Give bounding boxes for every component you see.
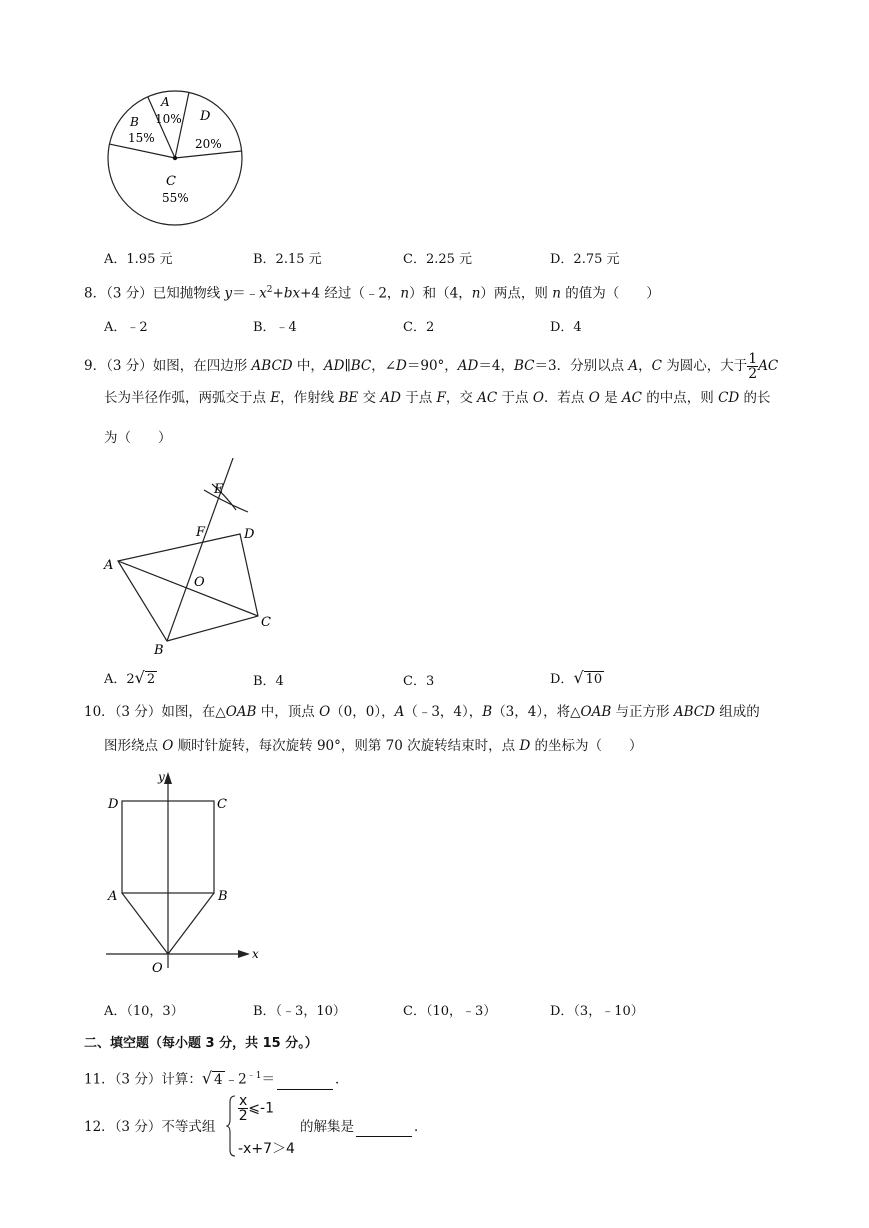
sqrt-sign: √ (573, 668, 584, 687)
q9-text: ， (638, 358, 652, 374)
q9-text: 如图，在四边形 (152, 358, 252, 374)
var: F (436, 390, 446, 406)
radicand: 10 (585, 672, 603, 687)
pie-slice-label-b: B (130, 115, 139, 129)
section-title: 二、填空题（每小题 3 分，共 15 分。） (84, 1036, 318, 1051)
q7-option-a[interactable]: A．1.95 元 (104, 252, 173, 267)
q10-text: （0，0）， (330, 704, 395, 720)
var: CD (718, 390, 740, 406)
point-label-b: B (154, 643, 164, 658)
inequality-1 (238, 1094, 274, 1123)
point-label-e: E (214, 482, 224, 497)
y-axis-arrow-icon (164, 772, 172, 784)
var: A (394, 704, 405, 720)
q9-option-c[interactable]: C．3 (403, 674, 435, 689)
axis-label-y: y (158, 770, 165, 784)
answer-blank[interactable] (277, 1075, 333, 1090)
q10-stem-line1 (84, 702, 760, 722)
var: BE (338, 390, 359, 406)
q9-number: 9． (84, 358, 107, 374)
q8-text: ）两点，则 (480, 285, 553, 302)
point-label-b: B (218, 889, 228, 904)
q10-option-c[interactable]: C．（10，﹣3） (403, 1004, 497, 1019)
quadrilateral-abcd (118, 534, 258, 641)
q11-number: 11． (84, 1071, 115, 1088)
pie-center-dot (173, 156, 177, 160)
arc-near-e (204, 490, 248, 512)
exponent: ﹣1 (246, 1071, 262, 1081)
q12-stem-suffix (300, 1117, 428, 1137)
point-label-d: D (244, 527, 255, 542)
fraction-numerator: x (239, 1093, 248, 1109)
exponent: 2 (266, 285, 273, 295)
pie-slice-value-d: 20% (195, 137, 222, 151)
q10-number: 10． (84, 704, 115, 720)
q12-stem-prefix (84, 1117, 215, 1137)
q9-text: 长为半径作弧，两弧交于点 (104, 390, 271, 406)
q9-text: 的中点，则 (642, 390, 719, 406)
q10-text: 图形绕点 (104, 738, 163, 754)
var: C (651, 358, 662, 374)
pie-slice-label-d: D (200, 109, 211, 124)
x-axis-arrow-icon (238, 950, 250, 958)
pie-divider-b (109, 144, 175, 158)
q9-text: ．若点 (543, 390, 589, 406)
q8-text: + (272, 285, 284, 302)
q9-text: ＝3．分别以点 (534, 358, 629, 374)
q9-option-b[interactable]: B．4 (253, 674, 284, 689)
radicand: 4 (214, 1071, 223, 1088)
q8-text: 已知抛物线 (152, 285, 225, 302)
q9-option-a[interactable] (104, 668, 157, 688)
q9-text: 于点 (497, 390, 533, 406)
var: AC (758, 358, 779, 374)
fraction-denominator: 2 (238, 1108, 248, 1124)
q8-text: ）和（4， (409, 285, 472, 302)
pie-slice-label-c: C (166, 174, 176, 189)
q12-text: 的解集是 (300, 1119, 354, 1135)
pie-divider-c (175, 151, 242, 158)
q10-stem-line2 (104, 736, 643, 756)
var: AC (621, 390, 642, 406)
point-label-f: F (196, 525, 206, 540)
var-n: n (552, 285, 561, 302)
q9-text: ，∠ (371, 358, 397, 374)
pie-slice-value-b: 15% (128, 131, 155, 145)
q10-text: 顺时针旋转，每次旋转 90°，则第 70 次旋转结束时，点 (173, 738, 520, 754)
point-label-o: O (194, 575, 205, 590)
var: O (588, 390, 600, 406)
q9-text: 的长 (739, 390, 771, 406)
system-brace-icon (226, 1094, 236, 1158)
var: A (628, 358, 639, 374)
sqrt-sign: √ (201, 1068, 213, 1088)
q9-text: ＝90°， (406, 358, 458, 374)
axis-label-x: x (252, 947, 259, 961)
q10-text: （﹣3，4）， (404, 704, 483, 720)
diagonal-ac (118, 561, 258, 616)
q10-option-b[interactable]: B．（﹣3，10） (253, 1004, 346, 1019)
q9-text: 于点 (400, 390, 437, 406)
q11-stem (84, 1066, 348, 1090)
point-label-o: O (152, 961, 163, 976)
q11-text: ． (334, 1071, 349, 1088)
answer-blank[interactable] (356, 1122, 412, 1137)
var: ABCD (673, 704, 715, 720)
var: AD (380, 390, 401, 406)
q8-score: （3 分） (106, 285, 153, 302)
q11-score: （3 分） (114, 1071, 162, 1088)
q9-text: ＝4， (478, 358, 514, 374)
q10-text: 与正方形 (611, 704, 674, 720)
q9-text: 中， (292, 358, 324, 374)
var: D (396, 358, 407, 374)
q10-text: 如图，在△ (161, 704, 226, 720)
var-x: x (259, 285, 267, 302)
side-oa (122, 893, 168, 954)
q9-text: ，作射线 (280, 390, 339, 406)
var: AD∥BC (323, 358, 372, 374)
q10-option-d[interactable]: D．（3，﹣10） (550, 1004, 644, 1019)
q9-stem-line3: 为（ ） (104, 430, 172, 446)
fraction-x-over-2 (238, 1094, 248, 1123)
var: ABCD (251, 358, 293, 374)
q9-stem-line2 (104, 388, 771, 408)
q10-text: 组成的 (714, 704, 760, 720)
fraction-one-half (747, 352, 758, 381)
var-b: b (283, 285, 293, 302)
q9-stem-line1 (84, 352, 778, 381)
q8-number: 8． (84, 285, 107, 302)
q8-stem (84, 280, 660, 304)
var: O (162, 738, 174, 754)
var: E (270, 390, 281, 406)
var-y: y (224, 285, 233, 302)
q9-option-d[interactable] (550, 668, 604, 688)
q11-text: ＝ (261, 1071, 275, 1088)
q9-score: （3 分） (106, 358, 153, 374)
var: B (482, 704, 493, 720)
q9-text: 是 (599, 390, 622, 406)
var: AD (457, 358, 479, 374)
q10-text: 的坐标为（ ） (530, 738, 643, 754)
inequality-2: -x+7＞4 (238, 1141, 295, 1157)
sqrt-sign: √ (134, 668, 145, 687)
q10-score: （3 分） (114, 704, 162, 720)
q7-option-b[interactable]: B．2.15 元 (253, 252, 322, 267)
var-x: x (292, 285, 301, 302)
var: BC (513, 358, 535, 374)
q10-option-a[interactable]: A．（10，3） (104, 1004, 184, 1019)
var: D (519, 738, 531, 754)
pie-chart (100, 82, 250, 232)
fraction-denominator: 2 (748, 366, 758, 382)
var-n: n (471, 285, 481, 302)
q11-text: ﹣2 (224, 1071, 247, 1088)
q9-option-a-text: A．2 (104, 672, 135, 687)
q10-text: 中，顶点 (256, 704, 320, 720)
side-ob (168, 893, 214, 954)
fraction-numerator: 1 (748, 351, 758, 367)
point-label-c: C (261, 615, 271, 630)
q8-option-a[interactable]: A．﹣2 (104, 320, 148, 335)
q7-option-c[interactable]: C．2.25 元 (403, 252, 473, 267)
ray-be (167, 458, 241, 641)
q7-option-d[interactable]: D．2.75 元 (550, 252, 620, 267)
pie-slice-value-c: 55% (162, 191, 189, 205)
q9-option-d-text: D． (550, 672, 574, 687)
var-n: n (400, 285, 410, 302)
q9-text: 交 (358, 390, 381, 406)
point-label-d: D (108, 797, 119, 812)
q8-text: 的值为（ ） (560, 285, 660, 302)
q8-option-c[interactable]: C．2 (403, 320, 435, 335)
var: O (319, 704, 331, 720)
q10-text: （3，4），将△ (492, 704, 581, 720)
pie-slice-value-a: 10% (155, 112, 182, 126)
q8-text: ＝﹣ (232, 285, 260, 302)
point-label-a: A (108, 889, 118, 904)
q9-text: 为圆心，大于 (661, 358, 748, 374)
radicand: 2 (146, 672, 156, 687)
point-label-a: A (104, 558, 114, 573)
q12-number: 12． (84, 1119, 115, 1135)
inequality-1-rhs: ⩽-1 (248, 1100, 274, 1117)
q9-geometry-figure (96, 458, 296, 658)
q10-coordinate-figure (100, 770, 270, 980)
q12-score: （3 分） (114, 1119, 162, 1135)
var: OAB (225, 704, 257, 720)
point-label-c: C (217, 797, 227, 812)
q8-option-b[interactable]: B．﹣4 (253, 320, 297, 335)
var: O (532, 390, 544, 406)
q9-text: ，交 (445, 390, 478, 406)
q11-text: 计算： (161, 1071, 202, 1088)
var: OAB (580, 704, 612, 720)
q8-text: +4 经过（﹣2， (300, 285, 401, 302)
var: AC (477, 390, 498, 406)
q12-text: ． (414, 1119, 428, 1135)
pie-slice-label-a: A (161, 95, 170, 109)
q8-option-d[interactable]: D．4 (550, 320, 582, 335)
q12-text: 不等式组 (161, 1119, 216, 1135)
